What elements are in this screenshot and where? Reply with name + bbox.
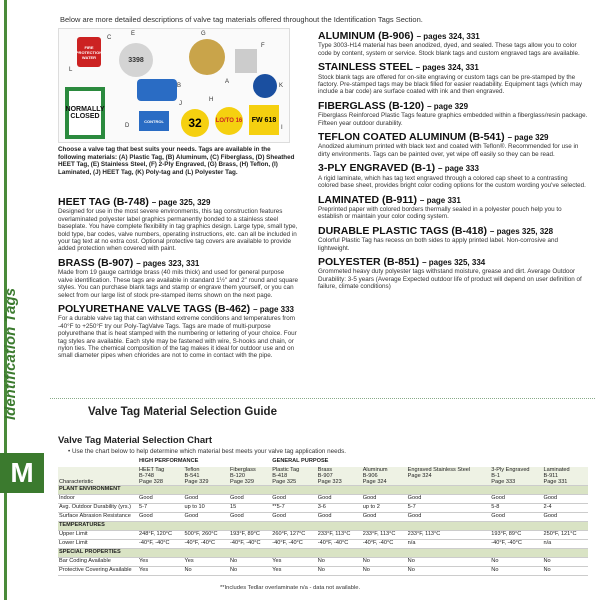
table-cell: No bbox=[490, 558, 542, 567]
section-tab[interactable]: M bbox=[0, 453, 44, 493]
letter-l: L bbox=[69, 67, 73, 73]
right-column bbox=[318, 26, 588, 291]
photo-caption: Choose a valve tag that best suits your needs. Tags are available in the following materials: (A) Plastic Tag, (B) Aluminum, (C) Fiberglass, (D) Sheathed HEET Tag, (E) Stainless Steel, (F) 2-Ply Engraved, (G) Brass, (H) Teflon, (I) Laminated, (J) HEET Tag, (K) Poly-tag and (L) Polyester Tag. bbox=[58, 146, 295, 176]
blue-round-tag bbox=[253, 74, 277, 98]
table-cell: Yes bbox=[184, 558, 230, 567]
letter-c: C bbox=[107, 35, 112, 41]
header-line: Page 325 bbox=[272, 479, 297, 485]
letter-i: I bbox=[281, 125, 283, 131]
brass-round-tag bbox=[189, 39, 225, 75]
table-cell: 193°F, 89°C bbox=[229, 531, 271, 540]
table-cell: Good bbox=[490, 513, 542, 522]
section-durable-plastic: DURABLE PLASTIC TAGS (B-418) – pages 325, 328 Colorful Plastic Tag has recess on both sides to apply printed label. Non-corrosive and lightweight. bbox=[318, 224, 558, 252]
table-cell: No bbox=[362, 567, 407, 576]
letter-a: A bbox=[225, 79, 230, 85]
table-cell: Good bbox=[542, 495, 588, 504]
table-cell: Good bbox=[317, 495, 362, 504]
table-header-cell bbox=[362, 467, 407, 486]
header-line: B-906 bbox=[362, 473, 378, 479]
table-cell: 5-7 bbox=[407, 504, 491, 513]
lockout-tag: LO/TO 16 bbox=[215, 107, 243, 135]
steel-round-tag: 3398 bbox=[119, 43, 153, 77]
control-tag: CONTROL bbox=[139, 111, 169, 131]
section-laminated: LAMINATED (B-911) – page 331 Preprinted paper with colored borders thermally sealed in a polyester pouch help you to establish or maintain your color coding system. bbox=[318, 193, 562, 221]
table-cell: 5-8 bbox=[490, 504, 542, 513]
table-row bbox=[58, 495, 588, 504]
table-row-label: Protective Covering Available bbox=[58, 567, 138, 576]
table-cell: 2-4 bbox=[542, 504, 588, 513]
side-title-text: Identification Tags bbox=[2, 288, 19, 420]
table-cell bbox=[58, 458, 138, 467]
table-cell: No bbox=[542, 558, 588, 567]
table-cell: Good bbox=[184, 513, 230, 522]
group-general-purpose: GENERAL PURPOSE bbox=[272, 458, 329, 464]
table-cell: -40°F, -40°C bbox=[490, 540, 542, 549]
header-line: Fiberglass bbox=[230, 467, 256, 473]
table-cell: No bbox=[542, 567, 588, 576]
table-cell: 260°F, 127°C bbox=[271, 531, 317, 540]
table-cell: Good bbox=[138, 495, 184, 504]
header-line: Page 333 bbox=[491, 479, 516, 485]
header-line: Engraved Stainless Steel bbox=[407, 467, 471, 473]
group-high-performance: HIGH PERFORMANCE bbox=[139, 458, 199, 464]
table-cell: Good bbox=[407, 495, 491, 504]
table-header-row bbox=[58, 467, 588, 486]
table-header-cell bbox=[490, 467, 542, 486]
table-row bbox=[58, 540, 588, 549]
header-line: Teflon bbox=[184, 467, 200, 473]
section-heet: HEET TAG (B-748) – page 325, 329 Designed for use in the most severe environments, this tag construction features overlaminated polyester label graphics permanently bonded to a stainless steel baseplate. You have complete flexibility in tag graphics design. Large type, small type, bold type, bar codes, valve numbers, operating instructions, etc. can all be included in your tag text at no extra cost. Optional protective tag covers are available to provide added protection when covered with paint. bbox=[58, 196, 298, 253]
table-section-label: TEMPERATURES bbox=[58, 522, 588, 531]
table-row-label: Upper Limit bbox=[58, 531, 138, 540]
header-line: Page 323 bbox=[317, 479, 342, 485]
table-header-cell bbox=[407, 467, 491, 486]
blue-oval-tag bbox=[137, 79, 177, 101]
table-cell: Good bbox=[229, 513, 271, 522]
table-row-label: Bar Coding Available bbox=[58, 558, 138, 567]
table-section-row bbox=[58, 549, 588, 558]
table-cell: No bbox=[317, 558, 362, 567]
side-bar bbox=[0, 0, 44, 600]
table-cell: 5-7 bbox=[138, 504, 184, 513]
table-cell: No bbox=[407, 558, 491, 567]
divider bbox=[50, 398, 595, 399]
table-cell: Yes bbox=[138, 558, 184, 567]
table-row-label: Lower Limit bbox=[58, 540, 138, 549]
header-line: B-541 bbox=[184, 473, 200, 479]
table-cell: 15 bbox=[229, 504, 271, 513]
table-section-row bbox=[58, 486, 588, 495]
table-cell: No bbox=[490, 567, 542, 576]
selection-chart-title: Valve Tag Material Selection Chart bbox=[58, 435, 212, 446]
table-header-cell bbox=[271, 467, 317, 486]
table-cell: Yes bbox=[271, 567, 317, 576]
table-cell: No bbox=[229, 567, 271, 576]
letter-b: B bbox=[177, 83, 182, 89]
table-cell: n/a bbox=[542, 540, 588, 549]
header-line: B-120 bbox=[230, 473, 245, 479]
left-column bbox=[58, 192, 298, 360]
table-cell: 500°F, 260°C bbox=[184, 531, 230, 540]
header-line: 3-Ply Engraved bbox=[491, 467, 530, 473]
gray-tag bbox=[235, 49, 257, 73]
table-row bbox=[58, 504, 588, 513]
table-cell: -40°F, -40°C bbox=[138, 540, 184, 549]
section-polyurethane: POLYURETHANE VALVE TAGS (B-462) – page 333 For a durable valve tag that can withstand extreme conditions and temperatures from -40°F to +250°F try our Poly-TagValve Tags. Tags are made of multi-purpose polyurethane that is heat stamped with the numbering or lettering of your choice. Four tag styles are available. Each style may be fastened with wire, S-hooks and chain, or nylon ties. The chemical composition of the tag makes it ideal for outdoor use and on small diameter pipes when chlorides are not to come in contact with the pipe. bbox=[58, 302, 297, 360]
header-line: Page 328 bbox=[139, 479, 163, 485]
table-cell: Good bbox=[317, 513, 362, 522]
intro-text: Below are more detailed descriptions of valve tag materials offered throughout the Identification Tags Section. bbox=[60, 15, 423, 24]
table-cell: No bbox=[407, 567, 491, 576]
table-cell: 248°F, 120°C bbox=[138, 531, 184, 540]
table-header-cell: Characteristic bbox=[58, 467, 138, 486]
yellow-number-tag: 32 bbox=[181, 109, 209, 137]
table-cell: Good bbox=[490, 495, 542, 504]
header-line: Laminated bbox=[543, 467, 570, 473]
normally-closed-tag: NORMALLY CLOSED bbox=[65, 87, 105, 139]
table-row bbox=[58, 567, 588, 576]
table-cell: Good bbox=[138, 513, 184, 522]
table-header-cell bbox=[542, 467, 588, 486]
tags-photo bbox=[58, 28, 290, 143]
table-cell: Yes bbox=[271, 558, 317, 567]
table-cell: 233°F, 113°C bbox=[407, 531, 491, 540]
table-header-cell bbox=[229, 467, 271, 486]
table-header-cell bbox=[138, 467, 184, 486]
section-3ply: 3-PLY ENGRAVED (B-1) – page 333 A rigid laminate, which has tag text engraved through a colored cap sheet to a contrasting colored base sheet, provides bright color coding options for the custom wording you've selected. bbox=[318, 162, 586, 190]
letter-j: J bbox=[179, 101, 182, 107]
table-cell: **5-7 bbox=[271, 504, 317, 513]
table-cell: No bbox=[229, 558, 271, 567]
fire-protection-tag: FIRE PROTECTION WATER bbox=[77, 37, 101, 67]
header-line: B-907 bbox=[317, 473, 333, 479]
header-line: Page 331 bbox=[543, 479, 568, 485]
table-cell: No bbox=[362, 558, 407, 567]
table-cell: Good bbox=[184, 495, 230, 504]
letter-h: H bbox=[209, 97, 214, 103]
table-cell: Good bbox=[362, 495, 407, 504]
fw-tag: FW 618 bbox=[249, 105, 279, 135]
header-line: B-418 bbox=[272, 473, 288, 479]
header-line: Brass bbox=[317, 467, 333, 473]
table-cell: Good bbox=[271, 513, 317, 522]
table-cell: No bbox=[184, 567, 230, 576]
table-cell: 233°F, 113°C bbox=[317, 531, 362, 540]
table-cell: n/a bbox=[407, 540, 491, 549]
table-row bbox=[58, 558, 588, 567]
material-table bbox=[58, 458, 588, 576]
section-aluminum: ALUMINUM (B-906) – pages 324, 331 Type 3003-H14 material has been anodized, dyed, and sealed. These tags allow you to color code by content, system or service. Stock blank tags and custom engraved tags are available. bbox=[318, 30, 580, 57]
header-line: B-748 bbox=[139, 473, 154, 479]
selection-bullet: • Use the chart below to help determine which material best meets your valve tag application needs. bbox=[68, 448, 347, 455]
table-group-row bbox=[58, 458, 588, 467]
table-cell: 193°F, 89°C bbox=[490, 531, 542, 540]
table-cell: No bbox=[317, 567, 362, 576]
header-line: Page 324 bbox=[407, 473, 432, 479]
table-cell: up to 10 bbox=[184, 504, 230, 513]
section-fiberglass: FIBERGLASS (B-120) – page 329 Fiberglass Reinforced Plastic Tags feature graphics embedded within a fiberglass/resin package. Fifteen year outdoor durability. bbox=[318, 99, 588, 127]
table-cell: -40°F, -40°C bbox=[317, 540, 362, 549]
letter-f: F bbox=[261, 43, 265, 49]
table-cell: Good bbox=[407, 513, 491, 522]
table-row-label: Avg. Outdoor Durability (yrs.) bbox=[58, 504, 138, 513]
table-cell: up to 2 bbox=[362, 504, 407, 513]
table-footnote: **Includes Tedlar overlaminate n/a - data not available. bbox=[220, 585, 361, 591]
letter-g: G bbox=[201, 31, 206, 37]
letter-d: D bbox=[125, 123, 130, 129]
header-line: Page 329 bbox=[184, 479, 209, 485]
header-line: Page 329 bbox=[230, 479, 254, 485]
table-cell: -40°F, -40°C bbox=[229, 540, 271, 549]
section-brass: BRASS (B-907) – pages 323, 331 Made from 19 gauge cartridge brass (40 mils thick) and used for general purpose valve identification. These tags are available in standard 1½" and 2" round and square styles. You can purchase blank tags and stamp or engrave them yourself, or you can select from our large list of stock pre-stamped items shown on the next page. bbox=[58, 256, 298, 299]
table-cell: 233°F, 113°C bbox=[362, 531, 407, 540]
table-row-label: Surface Abrasion Resistance bbox=[58, 513, 138, 522]
table-header-cell bbox=[184, 467, 230, 486]
table-row-label: Indoor bbox=[58, 495, 138, 504]
table-row bbox=[58, 531, 588, 540]
table-cell: Good bbox=[229, 495, 271, 504]
side-title bbox=[2, 230, 42, 430]
table-cell: -40°F, -40°C bbox=[184, 540, 230, 549]
table-cell: Good bbox=[542, 513, 588, 522]
section-teflon: TEFLON COATED ALUMINUM (B-541) – page 329 Anodized aluminum printed with black text and coated with Teflon®. Recommended for use in dirty environments. Tags can be painted over, yet wipe off easily so they can be read. bbox=[318, 131, 579, 158]
table-cell: -40°F, -40°C bbox=[362, 540, 407, 549]
header-line: Page 324 bbox=[362, 479, 387, 485]
letter-e: E bbox=[131, 31, 136, 37]
table-row bbox=[58, 513, 588, 522]
letter-k: K bbox=[279, 83, 284, 89]
section-polyester: POLYESTER (B-851) – pages 325, 334 Grommeted heavy duty polyester tags withstand moisture, grease and dirt. Average Outdoor Durability: 3-5 years (Average Expected outdoor life of product will depend on user definition of failure, climate conditions) bbox=[318, 255, 582, 291]
header-line: B-911 bbox=[543, 473, 558, 479]
table-cell: -40°F, -40°C bbox=[271, 540, 317, 549]
section-stainless: STAINLESS STEEL – pages 324, 331 Stock blank tags are offered for on-site engraving or custom tags can be pre-stamped by the factory. Pre-stamped tags may be black filled for easier readability. Equipment tags (which may include a bar code) are surface coated with ink and then engraved. bbox=[318, 61, 583, 96]
table-header-cell bbox=[317, 467, 362, 486]
table-cell: Good bbox=[271, 495, 317, 504]
table-cell: 3-6 bbox=[317, 504, 362, 513]
header-line: Plastic Tag bbox=[272, 467, 300, 473]
header-line: HEET Tag bbox=[139, 467, 165, 473]
table-cell: Good bbox=[362, 513, 407, 522]
header-line: Aluminum bbox=[362, 467, 388, 473]
selection-guide-title: Valve Tag Material Selection Guide bbox=[88, 406, 277, 418]
table-section-row bbox=[58, 522, 588, 531]
table-section-label: PLANT ENVIRONMENT bbox=[58, 486, 588, 495]
table-section-label: SPECIAL PROPERTIES bbox=[58, 549, 588, 558]
table-cell: 250°F, 121°C bbox=[542, 531, 588, 540]
table-cell: Yes bbox=[138, 567, 184, 576]
header-line: B-1 bbox=[491, 473, 501, 479]
